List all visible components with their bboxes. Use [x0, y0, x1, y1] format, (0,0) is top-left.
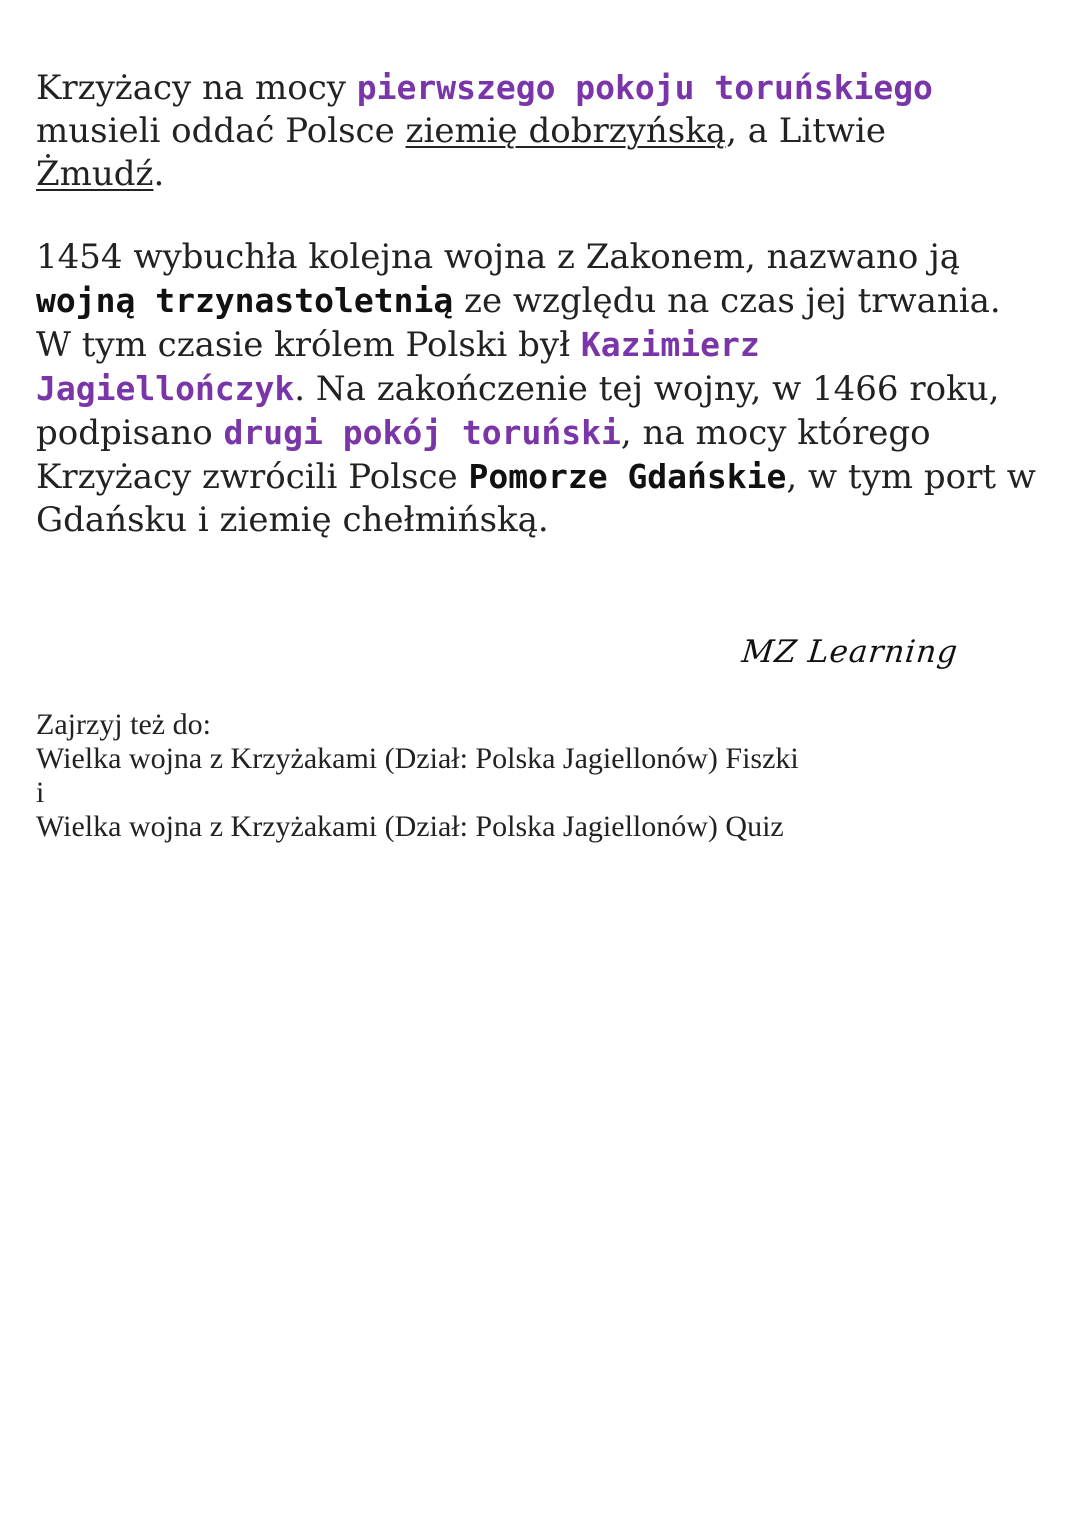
paragraph2-text-5: , w tym port w Gdańsku i ziemię chełmińską.: [36, 457, 1036, 540]
underlined-samogitia: Żmudź: [36, 154, 154, 194]
paragraph2-text-4: , na mocy którego Krzyżacy zwrócili Polsce: [36, 413, 931, 497]
paragraph-first-peace: [36, 66, 1046, 196]
highlight-second-peace-of-torun: drugi pokój toruński: [223, 413, 621, 452]
underlined-dobrzyn-land: ziemię dobrzyńską: [405, 111, 727, 151]
bold-thirteen-years-war: wojną trzynastoletnią: [36, 281, 454, 320]
paragraph1-text-2: musieli oddać Polsce: [36, 111, 406, 151]
signature-logo: MZ Learning: [740, 634, 960, 670]
paragraph1-text-1: Krzyżacy na mocy: [36, 68, 357, 108]
highlight-king-casimir: Kazimierz Jagiellończyk: [36, 325, 760, 408]
paragraph2-text-3: . Na zakończenie tej wojny, w 1466 roku, podpisano: [36, 369, 1000, 453]
see-also-heading: Zajrzyj też do:: [36, 708, 211, 741]
paragraph2-text-2: ze względu na czas jej trwania. W tym czasie królem Polski był: [36, 281, 1001, 365]
see-also-section: [36, 708, 1036, 844]
see-also-link-quiz[interactable]: Wielka wojna z Krzyżakami (Dział: Polska Jagiellonów) Quiz: [36, 810, 784, 843]
paragraph1-text-4: .: [153, 154, 165, 194]
see-also-link-flashcards[interactable]: Wielka wojna z Krzyżakami (Dział: Polska Jagiellonów) Fiszki: [36, 742, 799, 775]
highlight-first-peace-of-torun: pierwszego pokoju toruńskiego: [356, 68, 933, 107]
paragraph1-text-3: , a Litwie: [726, 111, 886, 151]
bold-gdansk-pomerania: Pomorze Gdańskie: [468, 457, 787, 496]
paragraph2-text-1: 1454 wybuchła kolejna wojna z Zakonem, nazwano ją: [36, 237, 961, 277]
see-also-connector: i: [36, 776, 45, 809]
paragraph-thirteen-years-war: [36, 236, 1046, 542]
